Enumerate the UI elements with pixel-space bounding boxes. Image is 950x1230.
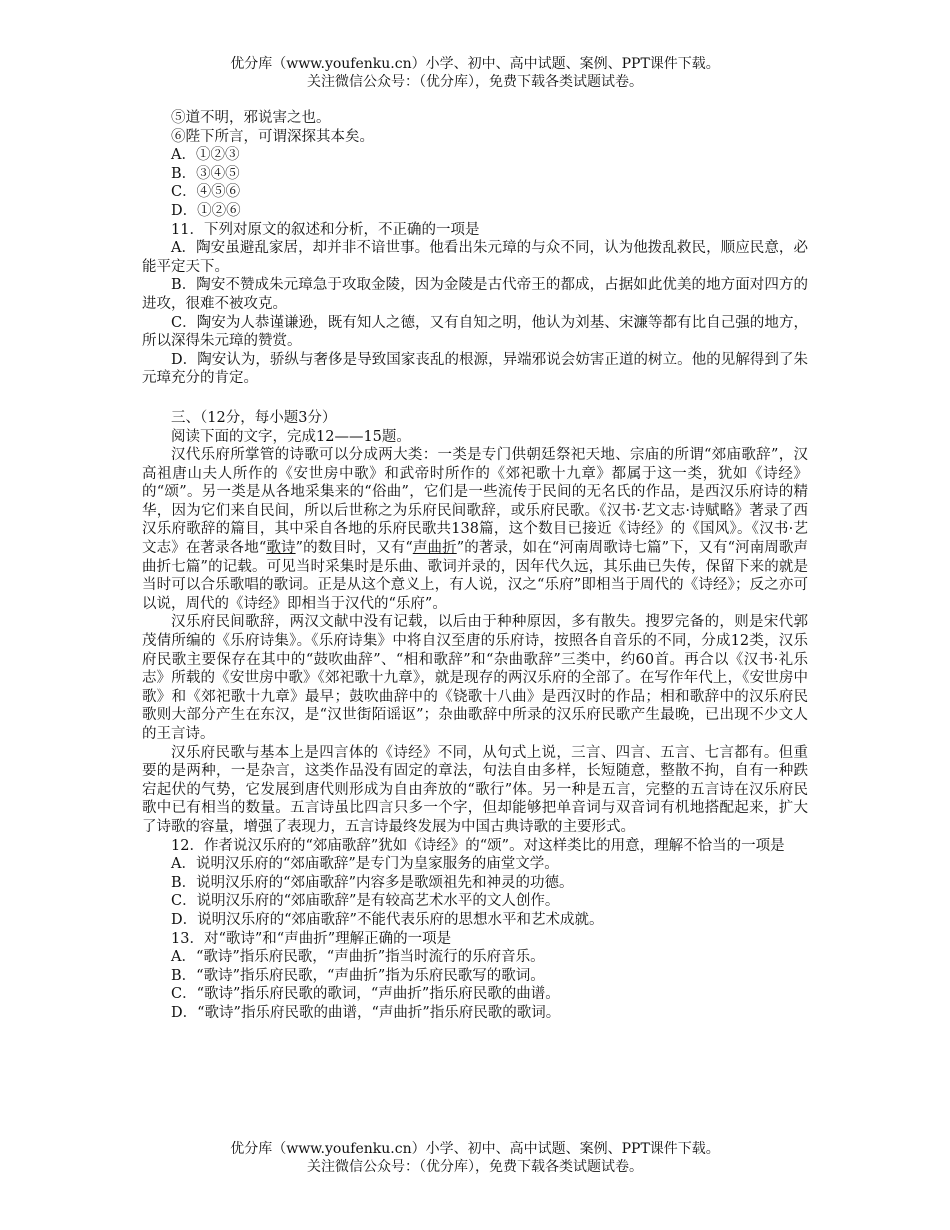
q11-option-d: D．陶安认为，骄纵与奢侈是导致国家丧乱的根源，异端邪说会妨害正道的树立。他的见解得到了朱元璋充分的肯定。 [142, 351, 808, 387]
passage-paragraph-1 [142, 446, 808, 613]
q12-option-c: C．说明汉乐府的“郊庙歌辞”是有较高艺术水平的文人创作。 [171, 893, 560, 910]
q13-stem: 13．对“歌诗”和“声曲折”理解正确的一项是 [171, 930, 452, 947]
page-header [0, 55, 950, 91]
q12-option-a: A．说明汉乐府的“郊庙歌辞”是专门为皇家服务的庙堂文学。 [171, 856, 559, 873]
document-body [142, 109, 808, 1023]
footer-line-1: 优分库（www.youfenku.cn）小学、初中、高中试题、案例、PPT课件下载。 [230, 1141, 720, 1157]
q12-option-b: B．说明汉乐府的“郊庙歌辞”内容多是歌颂祖先和神灵的功德。 [171, 874, 574, 891]
q11-option-a: A．陶安虽避乱家居，却并非不谙世事。他看出朱元璋的与众不同，认为他拨乱救民，顺应民意，必能平定天下。 [142, 240, 808, 275]
term-gesi: 歌诗 [266, 540, 296, 557]
passage-paragraph-3: 汉乐府民歌与基本上是四言体的《诗经》不同，从句式上说，三言、四言、五言、七言都有。但重要的是两种，一是杂言，这类作品没有固定的章法，句法自由多样，长短随意，整散不拘，自有一种跌宕起伏的气势，它发展到唐代则形成为自由奔放的“歌行”体。另一种是五言，完整的五言诗在汉乐府民歌中已有相当的数量。五言诗虽比四言只多一个字，但却能够把单音词与双音词有机地搭配起来，扩大了诗歌的容量，增强了表现力，五言诗最终发展为中国古典诗歌的主要形式。 [142, 744, 808, 835]
q12-stem: 12．作者说汉乐府的“郊庙歌辞”犹如《诗经》的“颂”。对这样类比的用意，理解不恰当的一项是 [171, 837, 785, 854]
passage-paragraph-2: 汉乐府民间歌辞，两汉文献中没有记载，以后由于种种原因，多有散失。搜罗完备的，则是宋代郭茂倩所编的《乐府诗集》。《乐府诗集》中将自汉至唐的乐府诗，按照各自音乐的不同，分成12类，汉乐府民歌主要保存在其中的“鼓吹曲辞”、“相和歌辞”和“杂曲歌辞”三类中，约60首。再合以《汉书·礼乐志》所载的《安世房中歌》《郊祀歌十九章》，就是现存的两汉乐府的全部了。在写作年代上，《安世房中歌》和《郊祀歌十九章》最早；鼓吹曲辞中的《铙歌十八曲》是西汉时的作品；相和歌辞中的汉乐府民歌则大部分产生在东汉，是“汉世街陌谣讴”；杂曲歌辞中所录的汉乐府民歌产生最晚，已出现不少文人的王言诗。 [142, 614, 808, 742]
q10-item-6: ⑥陛下所言，可谓深探其本矣。 [171, 128, 374, 145]
q13-option-a: A．“歌诗”指乐府民歌，“声曲折”指当时流行的乐府音乐。 [171, 949, 545, 966]
footer-line-2: 关注微信公众号：（优分库），免费下载各类试题试卷。 [307, 1159, 643, 1175]
section-3-instruction: 阅读下面的文字，完成12——15题。 [171, 428, 411, 445]
page-footer [0, 1140, 950, 1176]
header-line-1: 优分库（www.youfenku.cn）小学、初中、高中试题、案例、PPT课件下载。 [230, 56, 720, 72]
q10-option-c: C．④⑤⑥ [171, 184, 241, 201]
q10-option-a: A．①②③ [171, 147, 240, 164]
q13-option-b: B．“歌诗”指乐府民歌，“声曲折”指为乐府民歌写的歌词。 [171, 967, 545, 984]
q13-option-d: D．“歌诗”指乐府民歌的曲谱，“声曲折”指乐府民歌的歌词。 [171, 1004, 561, 1021]
q10-option-d: D．①②⑥ [171, 202, 241, 219]
q10-option-b: B．③④⑤ [171, 165, 240, 182]
q11-option-c: C．陶安为人恭谨谦逊，既有知人之德，又有自知之明，他认为刘基、宋濂等都有比自己强的地方，所以深得朱元璋的赞赏。 [142, 314, 808, 350]
passage-p1-part-a: 汉代乐府所掌管的诗歌可以分成两大类：一类是专门供朝廷祭祀天地、宗庙的所谓“郊庙歌辞”，汉高祖唐山夫人所作的《安世房中歌》和武帝时所作的《郊祀歌十九章》都属于这一类，犹如《诗经》的“颂”。另一类是从各地采集来的“俗曲”，它们是一些流传于民间的无名氏的作品，是西汉乐府诗的精华，因为它们来自民间，所以后世称之为乐府民间歌辞，或乐府民歌。《汉书·艺文志·诗赋略》著录了西汉乐府歌辞的篇目，其中采自各地的乐府民歌共138篇，这个数目已接近《诗经》的《国风》。《汉书·艺文志》在著录各地“ [142, 447, 808, 557]
q10-item-5: ⑤道不明，邪说害之也。 [171, 110, 331, 126]
q11-option-b: B．陶安不赞成朱元璋急于攻取金陵，因为金陵是古代帝王的都成，占据如此优美的地方面对四方的进攻，很难不被攻克。 [142, 277, 808, 312]
section-3-title: 三、（12分，每小题3分） [171, 409, 337, 426]
passage-p1-part-b: ”的数目时，又有“ [295, 540, 413, 557]
header-line-2: 关注微信公众号：（优分库），免费下载各类试题试卷。 [307, 74, 643, 90]
q11-stem: 11．下列对原文的叙述和分析，不正确的一项是 [171, 221, 480, 238]
q12-option-d: D．说明汉乐府的“郊庙歌辞”不能代表乐府的思想水平和艺术成就。 [171, 911, 604, 928]
q13-option-c: C．“歌诗”指乐府民歌的歌词，“声曲折”指乐府民歌的曲谱。 [171, 986, 560, 1003]
term-shengqushe: 声曲折 [412, 540, 457, 557]
passage-p1-part-c: ”的著录，如在“河南周歌诗七篇”下，又有“河南周歌声曲折七篇”的记载。可见当时采集时是乐曲、歌词并录的，因年代久远，其乐曲已失传，保留下来的就是当时可以合乐歌唱的歌词。正是从这个意义上，有人说，汉之“乐府”即相当于周代的《诗经》；反之亦可以说，周代的《诗经》即相当于汉代的“乐府”。 [142, 540, 809, 612]
section-spacer [142, 388, 808, 409]
